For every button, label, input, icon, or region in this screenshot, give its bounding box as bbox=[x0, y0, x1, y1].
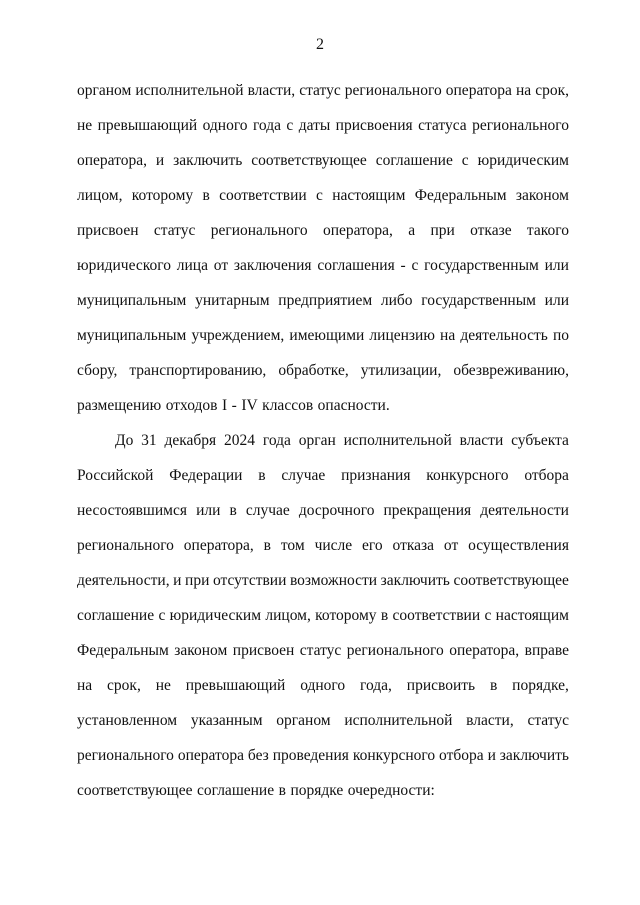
page-number: 2 bbox=[316, 36, 324, 53]
text-line: деятельности, и при отсутствии возможности заключить соответствующее bbox=[77, 572, 569, 589]
text-line: регионального оператора, в том числе его отказа от осуществления bbox=[77, 537, 569, 554]
text-line: на срок, не превышающий одного года, присвоить в порядке, bbox=[77, 677, 569, 694]
text-line: юридического лица от заключения соглашения - с государственным или bbox=[77, 257, 569, 274]
text-line: регионального оператора без проведения конкурсного отбора и заключить bbox=[77, 747, 569, 764]
text-line: До 31 декабря 2024 года орган исполнительной власти субъекта bbox=[115, 432, 569, 449]
text-line: присвоен статус регионального оператора, а при отказе такого bbox=[77, 222, 569, 239]
text-line: Российской Федерации в случае признания конкурсного отбора bbox=[77, 467, 569, 484]
body-text bbox=[77, 73, 569, 808]
text-line: муниципальным унитарным предприятием либо государственным или bbox=[77, 292, 569, 309]
paragraph bbox=[77, 423, 569, 808]
text-line: размещению отходов I - IV классов опасности. bbox=[77, 397, 390, 414]
text-line: соглашение с юридическим лицом, которому в соответствии с настоящим bbox=[77, 607, 569, 624]
text-line: не превышающий одного года с даты присвоения статуса регионального bbox=[77, 117, 569, 134]
text-line: установленном указанным органом исполнительной власти, статус bbox=[77, 712, 569, 729]
text-line: оператора, и заключить соответствующее соглашение с юридическим bbox=[77, 152, 569, 169]
text-line: соответствующее соглашение в порядке очередности: bbox=[77, 782, 435, 799]
paragraph bbox=[77, 73, 569, 423]
text-line: Федеральным законом присвоен статус регионального оператора, вправе bbox=[77, 642, 569, 659]
text-line: органом исполнительной власти, статус регионального оператора на срок, bbox=[77, 82, 569, 99]
text-line: лицом, которому в соответствии с настоящим Федеральным законом bbox=[77, 187, 569, 204]
text-line: муниципальным учреждением, имеющими лицензию на деятельность по bbox=[77, 327, 569, 344]
text-line: сбору, транспортированию, обработке, утилизации, обезвреживанию, bbox=[77, 362, 569, 379]
text-line: несостоявшимся или в случае досрочного прекращения деятельности bbox=[77, 502, 569, 519]
